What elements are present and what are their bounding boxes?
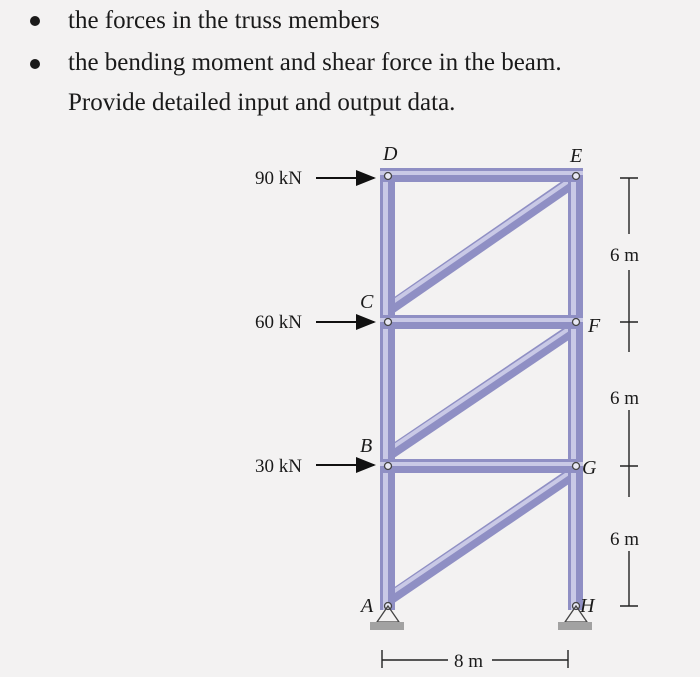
node-label-A: A bbox=[361, 595, 374, 617]
load-label-30: 30 kN bbox=[255, 456, 302, 477]
load-label-60: 60 kN bbox=[255, 312, 302, 333]
diagonal-middle bbox=[387, 328, 575, 455]
node-label-D: D bbox=[383, 143, 398, 165]
bullet-text-1: the forces in the truss members bbox=[68, 7, 380, 34]
horizontal-members bbox=[380, 168, 583, 473]
pin-F bbox=[573, 319, 580, 326]
node-label-B: B bbox=[360, 435, 373, 457]
pin-D bbox=[385, 173, 392, 180]
pin-E bbox=[573, 173, 580, 180]
node-label-H: H bbox=[580, 595, 595, 617]
instruction-text: Provide detailed input and output data. bbox=[68, 89, 456, 116]
bullet-text-2: the bending moment and shear force in the beam. bbox=[68, 49, 562, 76]
pin-G bbox=[573, 463, 580, 470]
dim-label-6m-bottom: 6 m bbox=[610, 529, 640, 550]
diagonal-upper bbox=[387, 180, 575, 310]
dim-label-6m-top: 6 m bbox=[610, 245, 640, 266]
dim-label-6m-middle: 6 m bbox=[610, 388, 640, 409]
pin-C bbox=[385, 319, 392, 326]
load-arrows bbox=[316, 178, 374, 465]
node-label-F: F bbox=[588, 315, 601, 337]
dim-label-8m: 8 m bbox=[454, 651, 484, 672]
node-label-G: G bbox=[582, 457, 597, 479]
node-label-E: E bbox=[570, 145, 583, 167]
pin-B bbox=[385, 463, 392, 470]
node-label-C: C bbox=[360, 291, 374, 313]
diagonal-lower bbox=[387, 472, 575, 600]
load-label-90: 90 kN bbox=[255, 168, 302, 189]
